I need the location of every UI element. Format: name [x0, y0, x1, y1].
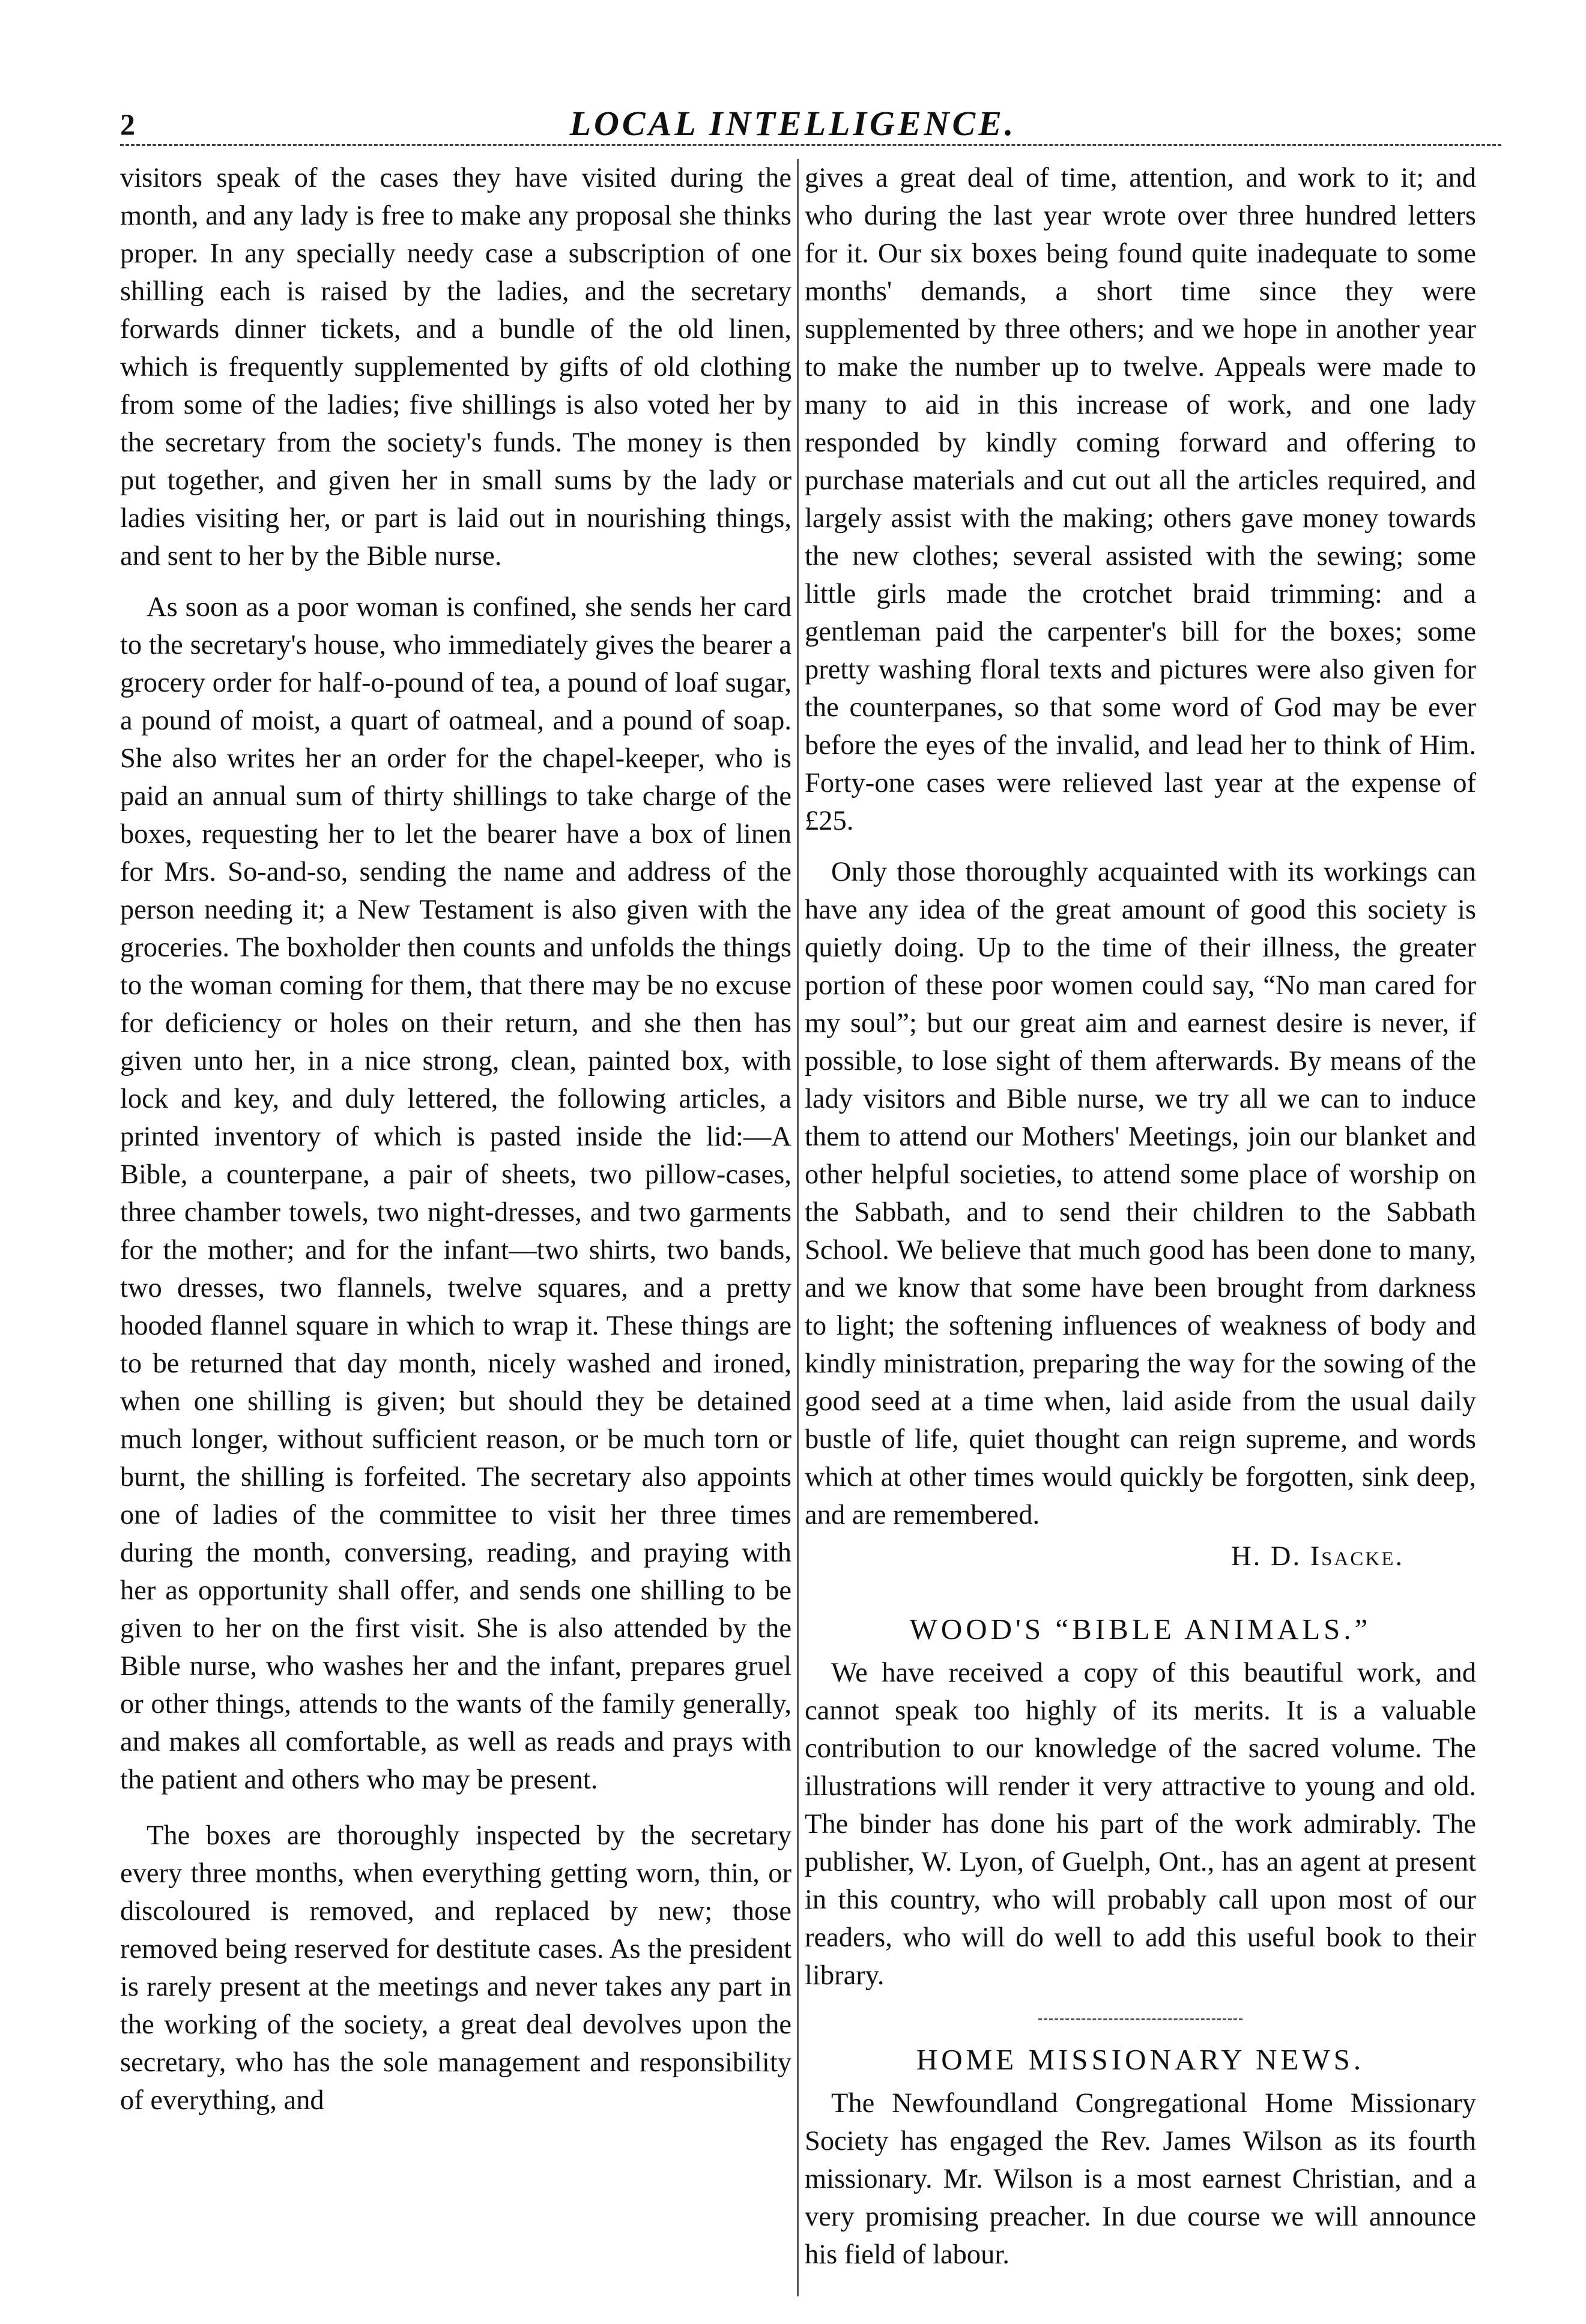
news-heading: HOME MISSIONARY NEWS. — [916, 2043, 1365, 2076]
section-divider — [1038, 2018, 1242, 2020]
paragraph-secretary-work: gives a great deal of time, attention, and work to it; and who during the last year wrote over three hundred letters for it. Our six boxes being found quite inadequate to some months' demands, a short time since they were supplemented by three others; and we hope in another year to make the number up to twelve. Appeals were made to many to aid in this increase of work, and one lady responded by kindly coming forward and offering to purchase materials and cut out all the articles required, and largely assist with the making; others gave money towards the new clothes; several assisted with the sewing; some little girls made the crotchet braid trimming: and a gentleman paid the carpenter's bill for the boxes; some pretty washing floral texts and pictures were also given for the counterpanes, so that some word of God may be ever before the eyes of the invalid, and lead her to think of Him. Forty-one cases were relieved last year at the expense of £25. — [805, 163, 1476, 836]
running-title: LOCAL INTELLIGENCE. — [569, 104, 1017, 143]
paragraph-good-work: Only those thoroughly acquainted with its workings can have any idea of the great amount of good this society is quietly doing. Up to the time of their illness, the greater portion of these poor women could say, “No man cared for my soul”; but our great aim and earnest desire is never, if possible, to lose sight of them afterwards. By means of the lady visitors and Bible nurse, we try all we can to induce them to attend our Mothers' Meetings, join our blanket and other helpful societies, to attend some place of worship on the Sabbath, and to send their children to the Sabbath School. We believe that much good has been done to many, and we know that some have been brought from darkness to light; the softening influences of weakness of body and kindly ministration, preparing the way for the sowing of the good seed at a time when, laid aside from the usual daily bustle of life, quiet thought can reign supreme, and words which at other times would quickly be forgotten, sink deep, and are remembered. — [805, 857, 1476, 1530]
column-divider — [797, 159, 799, 2296]
paragraph-confinement: As soon as a poor woman is confined, she sends her card to the secretary's house, who immediately gives the bearer a grocery order for half-o-pound of tea, a pound of loaf sugar, a pound of moist, a quart of oatmeal, and a pound of soap. She also writes her an order for the chapel-keeper, who is paid an annual sum of thirty shillings to take charge of the boxes, requesting her to let the bearer have a box of linen for Mrs. So-and-so, sending the name and address of the person needing it; a New Testament is also given with the groceries. The boxholder then counts and unfolds the things to the woman coming for them, that there may be no excuse for deficiency or holes on their return, and she then has given unto her, in a nice strong, clean, painted box, with lock and key, and duly lettered, the following articles, a printed inventory of which is pasted inside the lid:—A Bible, a counterpane, a pair of sheets, two pillow-cases, three chamber towels, two night-dresses, and two garments for the mother; and for the infant—two shirts, two bands, two dresses, two flannels, twelve squares, and a pretty hooded flannel square in which to wrap it. These things are to be returned that day month, nicely washed and ironed, when one shilling is given; but should they be detained much longer, without sufficient reason, or be much torn or burnt, the shilling is forfeited. The secretary also appoints one of ladies of the committee to visit her three times during the month, conversing, reading, and praying with her as opportunity shall offer, and sends one shilling to be given to her on the first visit. She is also attended by the Bible nurse, who washes her and the infant, prepares gruel or other things, attends to the wants of the family generally, and makes all comfortable, as well as reads and prays with the patient and others who may be present. — [120, 592, 791, 1795]
right-column — [805, 159, 1476, 2296]
left-column — [120, 159, 791, 2296]
news-text: The Newfoundland Congregational Home Missionary Society has engaged the Rev. James Wilson as its fourth missionary. Mr. Wilson is a most earnest Christian, and a very promising preacher. In due course we will announce his field of labour. — [805, 2088, 1476, 2270]
paragraph-inspection: The boxes are thoroughly inspected by the secretary every three months, when everything getting worn, thin, or discoloured is removed, and replaced by new; those removed being reserved for destitute cases. As the president is rarely present at the meetings and never takes any part in the working of the society, a great deal devolves upon the secretary, who has the sole management and responsibility of everything, and — [120, 1820, 791, 2116]
signature: H. D. Isacke. — [1231, 1541, 1404, 1572]
header-rule — [120, 144, 1501, 146]
page-number: 2 — [120, 107, 136, 141]
review-heading: WOOD'S “BIBLE ANIMALS.” — [909, 1613, 1372, 1646]
paragraph-visitors: visitors speak of the cases they have visited during the month, and any lady is free to make any proposal she thinks proper. In any specially needy case a subscription of one shilling each is raised by the ladies, and the secretary forwards dinner tickets, and a bundle of the old linen, which is frequently supplemented by gifts of old clothing from some of the ladies; five shillings is also voted her by the secretary from the society's funds. The money is then put together, and given her in small sums by the lady or ladies visiting her, or part is laid out in nourishing things, and sent to her by the Bible nurse. — [120, 163, 791, 572]
review-text: We have received a copy of this beautiful work, and cannot speak too highly of its merits. It is a valuable contribution to our knowledge of the sacred volume. The illustrations will render it very attractive to young and old. The binder has done his part of the work admirably. The publisher, W. Lyon, of Guelph, Ont., has an agent at present in this country, who will probably call upon most of our readers, who will do well to add this useful book to their library. — [805, 1658, 1476, 1991]
